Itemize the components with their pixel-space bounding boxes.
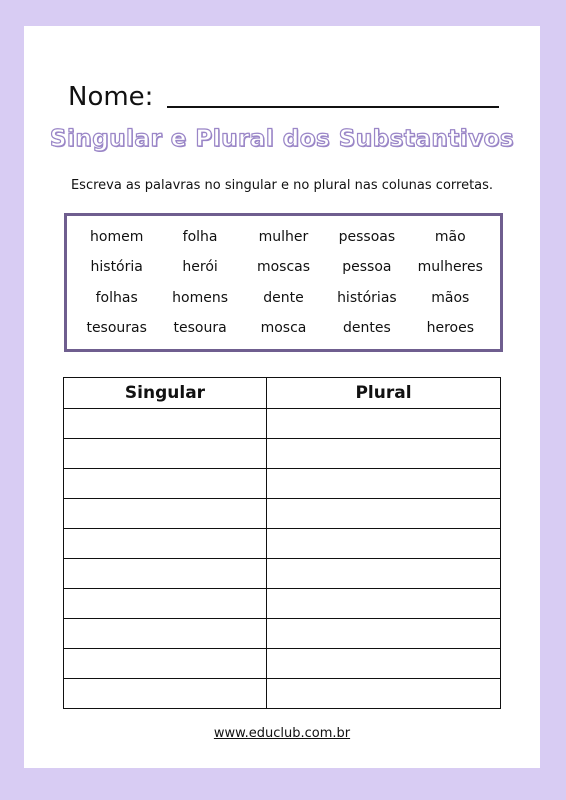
word-bank-item: dentes bbox=[343, 319, 391, 336]
plural-answer-cell[interactable] bbox=[267, 409, 501, 439]
plural-answer-cell[interactable] bbox=[267, 499, 501, 529]
word-bank-item: heroes bbox=[426, 319, 474, 336]
plural-answer-cell[interactable] bbox=[267, 529, 501, 559]
word-bank-item: mãos bbox=[431, 289, 470, 306]
answer-row bbox=[64, 589, 501, 619]
word-bank-item: mulheres bbox=[417, 259, 483, 276]
name-label: Nome: bbox=[68, 82, 154, 112]
answer-table bbox=[63, 377, 501, 709]
singular-answer-cell[interactable] bbox=[64, 439, 267, 469]
answer-row bbox=[64, 649, 501, 679]
answer-row bbox=[64, 559, 501, 589]
plural-column-header: Plural bbox=[267, 378, 501, 409]
word-bank-item: mão bbox=[434, 229, 466, 246]
word-bank-item: tesoura bbox=[173, 319, 227, 336]
word-bank-item: moscas bbox=[256, 259, 311, 276]
singular-answer-cell[interactable] bbox=[64, 619, 267, 649]
word-bank-box bbox=[64, 213, 503, 352]
word-bank-item: homem bbox=[90, 229, 144, 246]
answer-table-body bbox=[64, 409, 501, 709]
singular-answer-cell[interactable] bbox=[64, 589, 267, 619]
word-bank-item: folhas bbox=[95, 289, 138, 306]
word-bank-item: mosca bbox=[260, 319, 307, 336]
answer-row bbox=[64, 679, 501, 709]
worksheet-page bbox=[24, 26, 540, 768]
plural-answer-cell[interactable] bbox=[267, 439, 501, 469]
singular-answer-cell[interactable] bbox=[64, 409, 267, 439]
plural-answer-cell[interactable] bbox=[267, 619, 501, 649]
plural-answer-cell[interactable] bbox=[267, 559, 501, 589]
instruction-text: Escreva as palavras no singular e no plural nas colunas corretas. bbox=[70, 178, 494, 193]
singular-answer-cell[interactable] bbox=[64, 649, 267, 679]
word-bank-item: folha bbox=[182, 229, 218, 246]
answer-row bbox=[64, 619, 501, 649]
singular-answer-cell[interactable] bbox=[64, 529, 267, 559]
answer-row bbox=[64, 499, 501, 529]
singular-answer-cell[interactable] bbox=[64, 559, 267, 589]
word-bank-item: pessoas bbox=[338, 229, 396, 246]
name-row bbox=[68, 82, 499, 112]
answer-row bbox=[64, 529, 501, 559]
plural-answer-cell[interactable] bbox=[267, 679, 501, 709]
answer-table-header-row bbox=[64, 378, 501, 409]
word-bank-item: dente bbox=[263, 289, 304, 306]
answer-row bbox=[64, 409, 501, 439]
word-bank-item: herói bbox=[182, 259, 218, 276]
singular-answer-cell[interactable] bbox=[64, 679, 267, 709]
singular-answer-cell[interactable] bbox=[64, 469, 267, 499]
singular-answer-cell[interactable] bbox=[64, 499, 267, 529]
answer-row bbox=[64, 439, 501, 469]
plural-answer-cell[interactable] bbox=[267, 469, 501, 499]
worksheet-title: Singular e Plural dos Substantivos bbox=[49, 126, 515, 152]
plural-answer-cell[interactable] bbox=[267, 589, 501, 619]
word-bank-item: história bbox=[90, 259, 143, 276]
word-bank-item: homens bbox=[172, 289, 229, 306]
word-bank-item: pessoa bbox=[342, 259, 392, 276]
answer-row bbox=[64, 469, 501, 499]
singular-column-header: Singular bbox=[64, 378, 267, 409]
word-bank-item: mulher bbox=[258, 229, 309, 246]
word-bank-grid bbox=[67, 216, 500, 349]
word-bank-item: histórias bbox=[337, 289, 397, 306]
name-write-line[interactable] bbox=[167, 106, 499, 108]
footer-link[interactable]: www.educlub.com.br bbox=[213, 726, 351, 741]
plural-answer-cell[interactable] bbox=[267, 649, 501, 679]
word-bank-item: tesouras bbox=[86, 319, 147, 336]
